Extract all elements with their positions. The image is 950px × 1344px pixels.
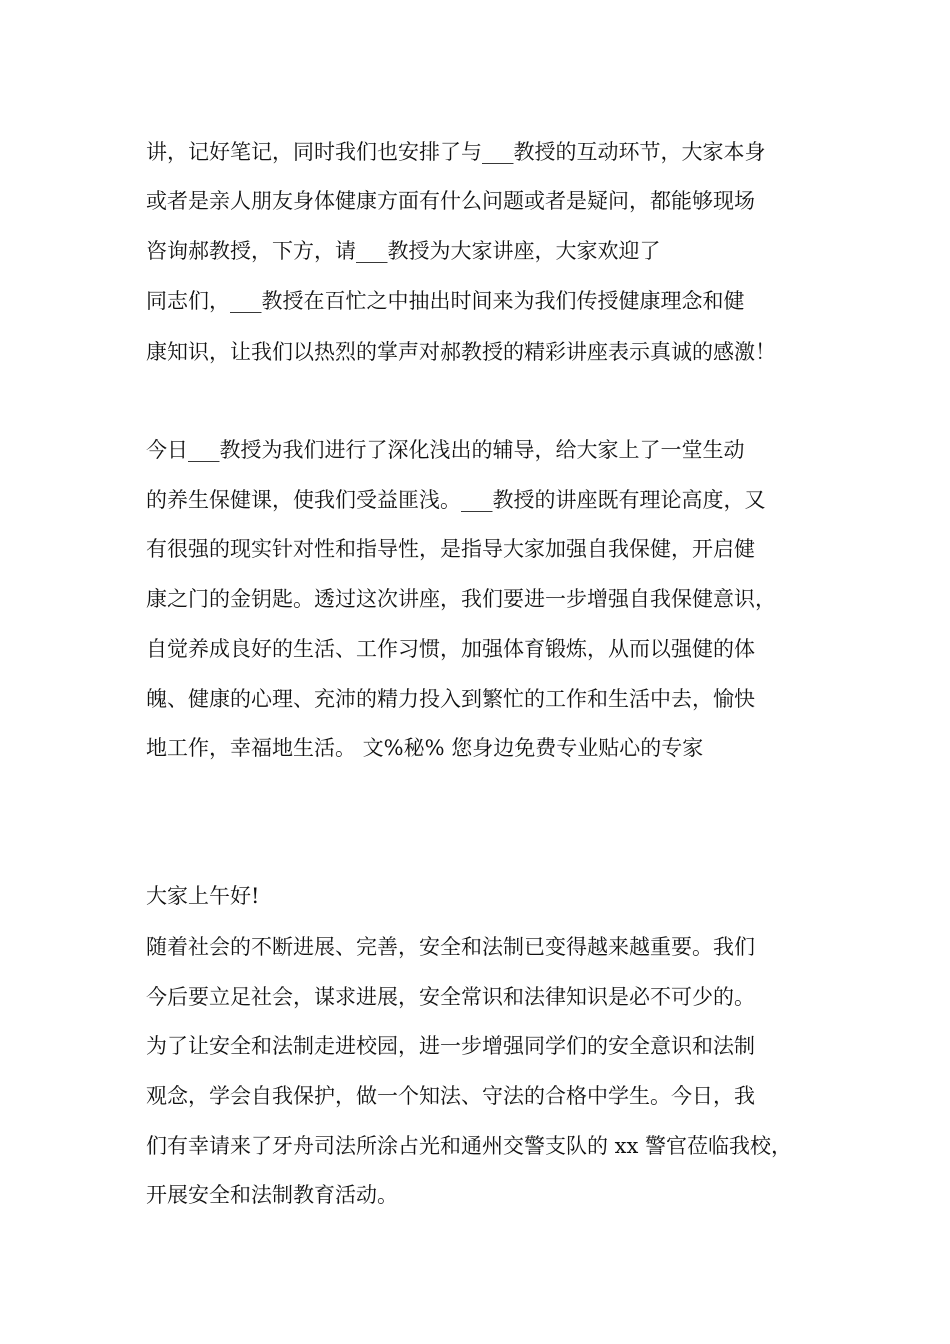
paragraph-line: 或者是亲人朋友身体健康方面有什么问题或者是疑问，都能够现场 — [146, 189, 755, 213]
paragraph-line: 地工作，幸福地生活。 文%秘% 您身边免费专业贴心的专家 — [146, 736, 704, 760]
paragraph-line: 自觉养成良好的生活、工作习惯，加强体育锻炼，从而以强健的体 — [146, 637, 755, 661]
paragraph-line: 开展安全和法制教育活动。 — [146, 1183, 398, 1207]
paragraph-line: 为了让安全和法制走进校园，进一步增强同学们的安全意识和法制 — [146, 1034, 755, 1058]
paragraph-line: 魄、健康的心理、充沛的精力投入到繁忙的工作和生活中去，愉快 — [146, 687, 755, 711]
paragraph-line: 讲，记好笔记，同时我们也安排了与___教授的互动环节，大家本身 — [146, 140, 766, 164]
paragraph-line: 们有幸请来了牙舟司法所涂占光和通州交警支队的 xx 警官莅临我校， — [146, 1134, 793, 1158]
paragraph-line: 今后要立足社会，谋求进展，安全常识和法律知识是必不可少的。 — [146, 985, 755, 1009]
paragraph-line: 随着社会的不断进展、完善，安全和法制已变得越来越重要。我们 — [146, 935, 755, 959]
paragraph-line: 今日___教授为我们进行了深化浅出的辅导，给大家上了一堂生动 — [146, 438, 745, 462]
paragraph-line: 康知识，让我们以热烈的掌声对郝教授的精彩讲座表示真诚的感激！ — [146, 340, 776, 364]
paragraph-line: 咨询郝教授，下方，请___教授为大家讲座，大家欢迎了 — [146, 239, 661, 263]
paragraph-line: 的养生保健课，使我们受益匪浅。___教授的讲座既有理论高度，又 — [146, 488, 766, 512]
paragraph-line: 同志们，___教授在百忙之中抽出时间来为我们传授健康理念和健 — [146, 289, 745, 313]
greeting-line: 大家上午好! — [146, 884, 260, 908]
paragraph-line: 观念，学会自我保护，做一个知法、守法的合格中学生。今日，我 — [146, 1084, 755, 1108]
paragraph-line: 康之门的金钥匙。透过这次讲座，我们要进一步增强自我保健意识， — [146, 587, 776, 611]
paragraph-line: 有很强的现实针对性和指导性，是指导大家加强自我保健，开启健 — [146, 537, 755, 561]
